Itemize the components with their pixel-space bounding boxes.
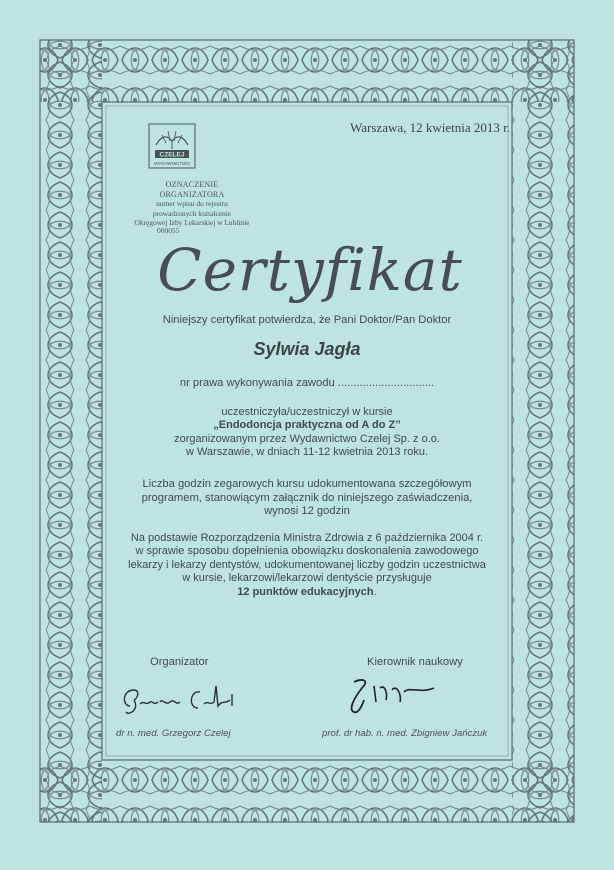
legal-line-4: w kursie, lekarzowi/lekarzowi dentyście przysługuje xyxy=(182,572,432,585)
legal-line-1: Na podstawie Rozporządzenia Ministra Zdrowia z 6 października 2004 r. xyxy=(130,532,484,544)
points-suffix: . xyxy=(373,585,377,598)
hours-block xyxy=(90,478,524,519)
hours-line-1: Liczba godzin zegarowych kursu udokumentowana szczegółowym xyxy=(142,478,472,490)
course-line-4: w Warszawie, w dniach 11-12 kwietnia 2013 roku. xyxy=(185,446,429,459)
hours-line-2: programem, stanowiącym załącznik do niniejszego zaświadczenia, xyxy=(141,491,473,504)
legal-line-2: w sprawie sposobu dopełnienia obowiązku doskonalenia zawodowego xyxy=(135,545,479,558)
course-line-3: zorganizowanym przez Wydawnictwo Czelej Sp. z o.o. xyxy=(174,432,440,445)
organizer-role: Organizator xyxy=(150,656,209,668)
organizer-label-title: OZNACZENIE ORGANIZATORA xyxy=(159,180,225,199)
hours-line-3: wynosi 12 godzin xyxy=(264,505,350,518)
organizer-label-line3: prowadzonych kształcenie xyxy=(152,208,232,218)
book-logo-icon xyxy=(148,123,196,169)
logo-text: CZELEJ xyxy=(159,151,185,159)
organizer-label-line2: numer wpisu do rejestru xyxy=(156,199,228,208)
publisher-logo xyxy=(148,123,196,169)
scientific-director-signature xyxy=(340,670,450,720)
organizer-signature xyxy=(118,676,258,722)
education-points: 12 punktów edukacyjnych xyxy=(237,585,374,598)
certificate-title: Certyfikat xyxy=(157,236,463,304)
legal-basis-block xyxy=(82,532,532,599)
organizer-designation xyxy=(133,180,251,228)
course-name: „Endodoncja praktyczna od A do Z” xyxy=(213,419,401,432)
legal-line-3: lekarzy i lekarzy dentystów, udokumentowanej liczby godzin uczestnictwa xyxy=(128,558,486,571)
logo-subtext: WYDAWNICTWO xyxy=(154,161,190,166)
course-block xyxy=(90,406,524,460)
licence-number-line: nr prawa wykonywania zawodu ............................... xyxy=(179,377,435,389)
organizer-name: dr n. med. Grzegorz Czelej xyxy=(116,728,231,739)
scientific-director-role: Kierownik naukowy xyxy=(367,656,463,668)
recipient-name: Sylwia Jagła xyxy=(253,339,361,359)
organizer-number: 000055 xyxy=(157,226,180,235)
course-line-1: uczestniczyła/uczestniczył w kursie xyxy=(221,406,393,418)
intro-text: Niniejszy certyfikat potwierdza, że Pani Doktor/Pan Doktor xyxy=(162,314,452,326)
scientific-director-name: prof. dr hab. n. med. Zbigniew Jańczuk xyxy=(322,728,488,739)
organizer-label-line4: Okręgowej Izby Lekarskiej w Lublinie xyxy=(134,218,250,227)
place-and-date: Warszawa, 12 kwietnia 2013 r. xyxy=(350,120,510,135)
